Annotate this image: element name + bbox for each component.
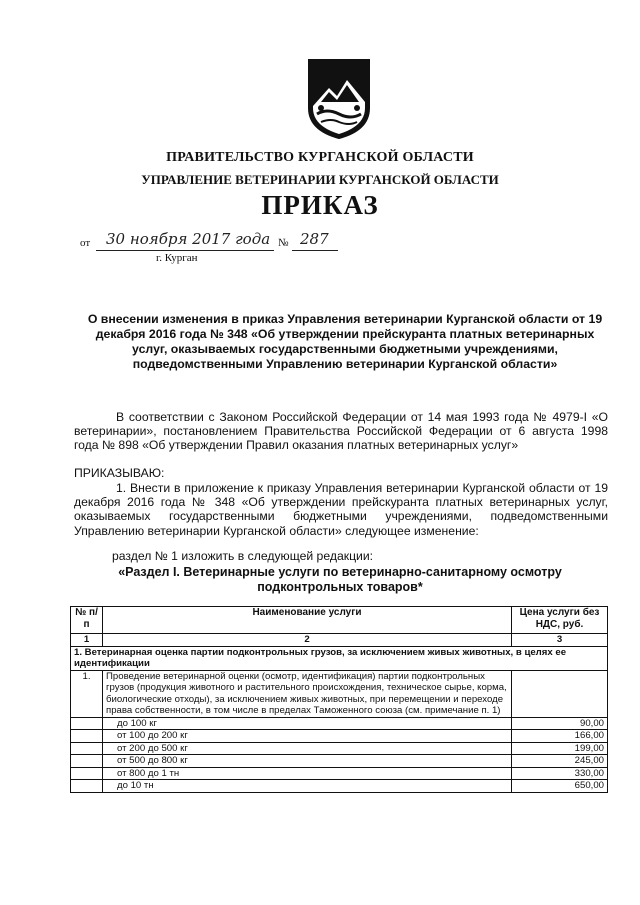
- order-date: 30 ноября 2017 года: [106, 230, 271, 248]
- price-table: [70, 606, 608, 793]
- coat-of-arms-emblem: [307, 58, 371, 140]
- group-title: 1. Ветеринарная оценка партии подконтрольных грузов, за исключением живых животных, в целях ее идентификации: [71, 646, 608, 670]
- table-row: [71, 742, 608, 755]
- weight-range: от 800 до 1 тн: [103, 767, 512, 780]
- document-type-title: ПРИКАЗ: [261, 190, 379, 220]
- table-row: [71, 755, 608, 768]
- header-service-name: Наименование услуги: [103, 607, 512, 634]
- header-price: Цена услуги без НДС, руб.: [512, 607, 608, 634]
- table-row: [71, 730, 608, 743]
- number-label: №: [278, 237, 289, 249]
- weight-range: от 500 до 800 кг: [103, 755, 512, 768]
- weight-range: до 10 тн: [103, 780, 512, 793]
- table-row: [71, 767, 608, 780]
- service-description: Проведение ветеринарной оценки (осмотр, идентификация) партии подконтрольных грузов (продукция животного и растительного происхождения, техническое сырье, корма, биологические отходы), за исключением живых животных, при перемещении и переходе права собственности, в том числе в пределах Таможенного союза (см. примечание п. 1): [103, 670, 512, 717]
- order-date-line: [80, 232, 340, 256]
- service-row: [71, 670, 608, 717]
- from-label: от: [80, 237, 91, 249]
- section-title: «Раздел I. Ветеринарные услуги по ветеринарно-санитарному осмотру подконтрольных товаров*: [118, 565, 562, 594]
- price-value: 166,00: [512, 730, 608, 743]
- weight-range: до 100 кг: [103, 717, 512, 730]
- table-row: [71, 717, 608, 730]
- price-value: 245,00: [512, 755, 608, 768]
- column-number-row: [71, 634, 608, 647]
- section-instruction: раздел № 1 изложить в следующей редакции:: [112, 549, 374, 563]
- price-value: 90,00: [512, 717, 608, 730]
- table-row: [71, 780, 608, 793]
- service-price-empty: [512, 670, 608, 717]
- government-title: ПРАВИТЕЛЬСТВО КУРГАНСКОЙ ОБЛАСТИ: [166, 150, 474, 165]
- col-number-2: 2: [103, 634, 512, 647]
- order-subject: О внесении изменения в приказ Управления ветеринарии Курганской области от 19 декабря 2016 года № 348 «Об утверждении прейскуранта платных ветеринарных услуг, оказываемых государственными бюджетными учреждениями, подведомственными Управлению ветеринарии Курганской области»: [87, 312, 603, 371]
- order-number: 287: [300, 230, 329, 248]
- service-number: 1.: [71, 670, 103, 717]
- table-header-row: [71, 607, 608, 634]
- department-title: УПРАВЛЕНИЕ ВЕТЕРИНАРИИ КУРГАНСКОЙ ОБЛАСТИ: [141, 172, 499, 187]
- col-number-1: 1: [71, 634, 103, 647]
- price-value: 330,00: [512, 767, 608, 780]
- weight-range: от 100 до 200 кг: [103, 730, 512, 743]
- header-number: № п/п: [71, 607, 103, 634]
- city-label: г. Курган: [156, 252, 198, 264]
- amendment-paragraph: 1. Внести в приложение к приказу Управления ветеринарии Курганской области от 19 декабря 2016 года № 348 «Об утверждении прейскуранта платных ветеринарных услуг, оказываемых государственными бюджетными учреждениями, подведомственными Управлению ветеринарии Курганской области» следующее изменение:: [74, 481, 608, 538]
- group-title-row: [71, 646, 608, 670]
- preamble-paragraph: В соответствии с Законом Российской Федерации от 14 мая 1993 года № 4979-I «О ветеринарии», постановлением Правительства Российской Федерации от 6 августа 1998 года № 898 «Об утверждении Правил оказания платных ветеринарных услуг»: [74, 410, 608, 453]
- price-value: 650,00: [512, 780, 608, 793]
- price-value: 199,00: [512, 742, 608, 755]
- weight-range: от 200 до 500 кг: [103, 742, 512, 755]
- col-number-3: 3: [512, 634, 608, 647]
- orders-word: ПРИКАЗЫВАЮ:: [74, 466, 165, 480]
